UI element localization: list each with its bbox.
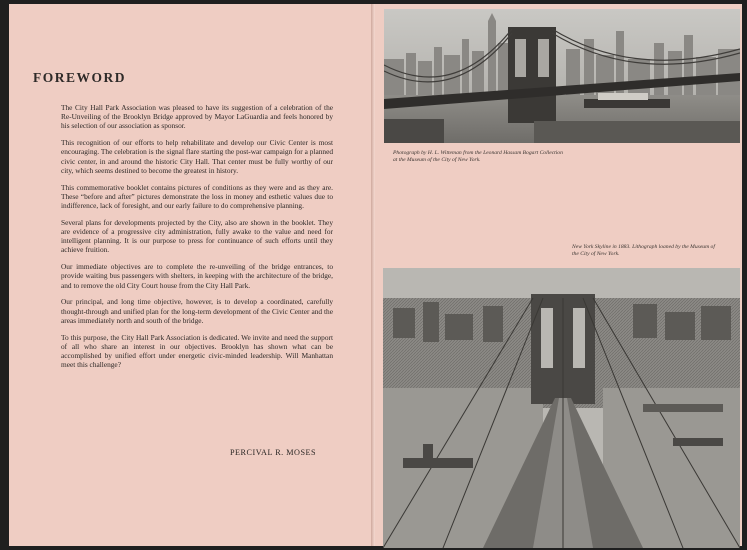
foreword-body [61, 103, 333, 377]
signature: PERCIVAL R. MOSES [230, 448, 317, 457]
foreword-paragraph: Our principal, and long time objective, however, is to develop a coordinated, carefully thought-through and unified plan for the long-term development of the Civic Center and the areas immediately north and south of the bridge. [61, 297, 333, 325]
foreword-paragraph: The City Hall Park Association was pleased to have its suggestion of a celebration of the Re-Unveiling of the Brooklyn Bridge approved by Mayor LaGuardia and feels honored by his selection of our association as sponsor. [61, 103, 333, 131]
left-page [9, 4, 373, 546]
photo-caption: Photograph by H. L. Witteman from the Leonard Hassam Bogart Collection at the Museum of the City of New York. [393, 150, 563, 163]
foreword-paragraph: Several plans for developments projected by the City, also are shown in the booklet. They are evidence of a progressive city administration, fully awake to the value and need for intelligent planning. It is our purpose to press for continuance of such efforts until they achieve fruition. [61, 217, 333, 255]
lithograph-caption: New York Skyline in 1883. Lithograph loaned by the Museum of the City of New York. [572, 244, 715, 257]
page-title: FOREWORD [33, 70, 126, 85]
foreword-paragraph: Our immediate objectives are to complete the re-unveiling of the bridge entrances, to provide waiting bus passengers with shelters, in keeping with the architecture of the bridge, and to remove the old City Court house from the City Hall Park. [61, 262, 333, 290]
skyline-lithograph [383, 268, 740, 548]
brooklyn-bridge-photograph [384, 9, 740, 143]
foreword-paragraph: To this purpose, the City Hall Park Association is dedicated. We invite and need the support of all who share an interest in our objectives. Brooklyn has shown what can be accomplished by unified effort under energetic civic-minded leadership. Will Manhattan meet this challenge? [61, 332, 333, 370]
foreword-paragraph: This recognition of our efforts to help rehabilitate and develop our Civic Center is most encouraging. The celebration is the signal flare starting the post-war campaign for a planned civic center, in and around the historic City Hall. That center must be fully worthy of our city, which seems destined to become the greatest in history. [61, 138, 333, 175]
right-page [375, 4, 742, 546]
foreword-paragraph: This commemorative booklet contains pictures of conditions as they were and as they are. These “before and after” pictures demonstrate the loss in money and esthetic values due to indifference, lack of foresight, and our early failure to do comprehensive planning. [61, 182, 333, 211]
